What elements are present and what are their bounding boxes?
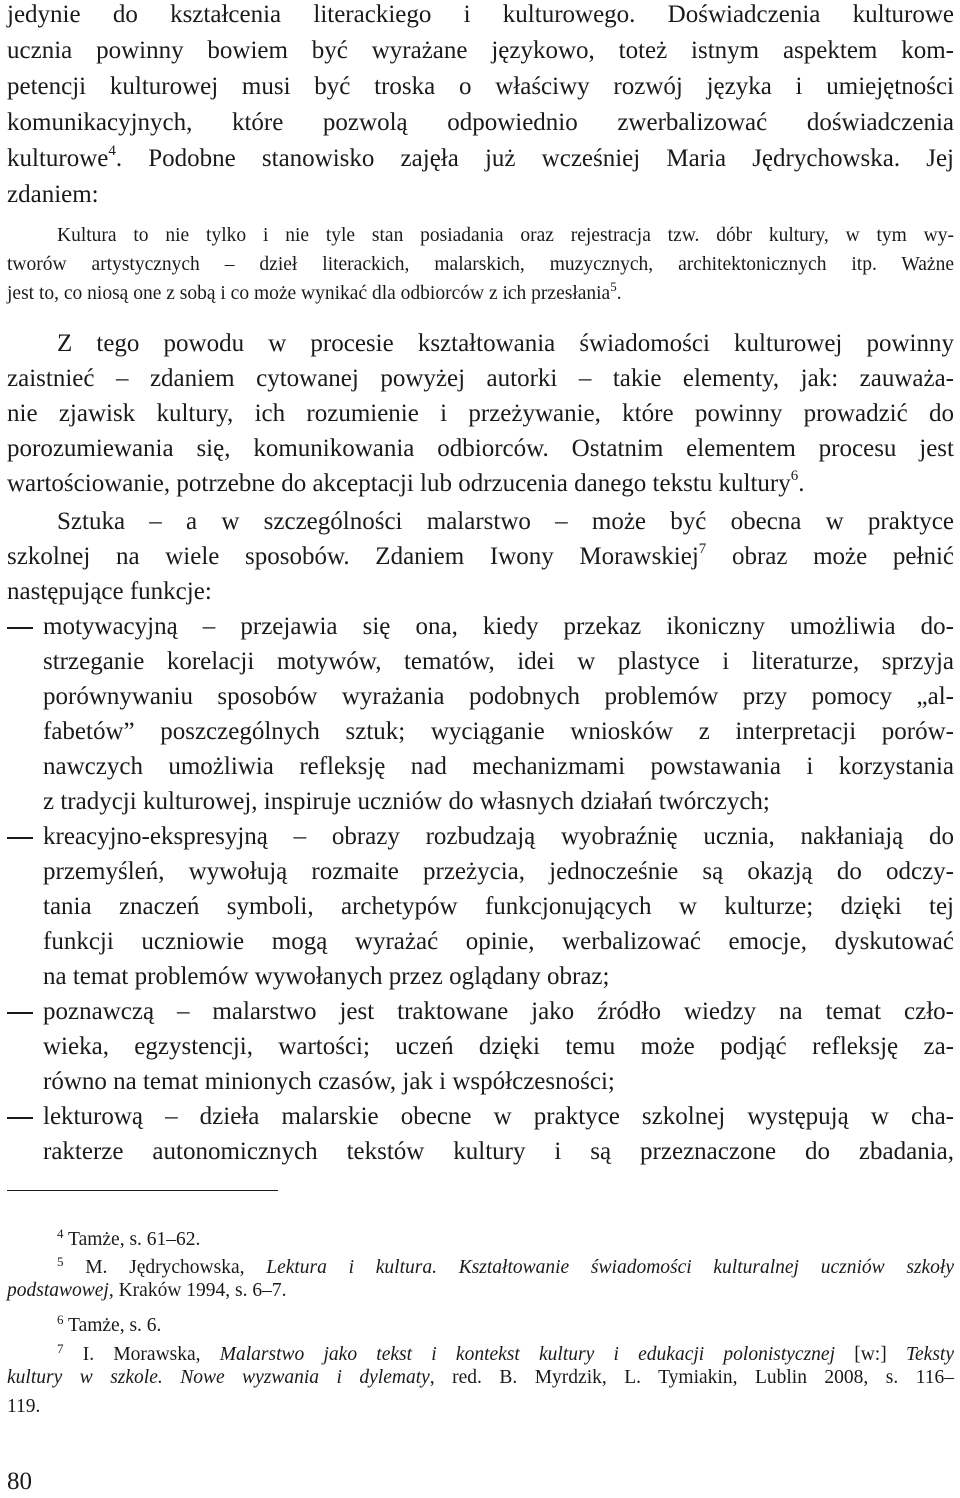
- text-fragment: .: [798, 470, 805, 497]
- list-dash: [7, 627, 33, 629]
- list-item-1-line-4: fabetów” poszczególnych sztuk; wyciąganie wniosków z interpretacji porów-: [43, 718, 954, 745]
- body-line-5: [7, 142, 954, 176]
- list-item-1-line-5: nawczych umożliwia refleksję nad mechanizmami powstawania i korzystania: [43, 753, 954, 780]
- text-fragment: obraz może pełnić: [706, 543, 954, 570]
- body-line-1: jedynie do kształcenia literackiego i kulturowego. Doświadczenia kulturowe: [7, 1, 954, 28]
- footnote-number: 4: [57, 1226, 64, 1241]
- body-line-3: petencji kulturowej musi być troska o właściwy rozwój języka i umiejętności: [7, 73, 954, 100]
- text-fragment: . Podobne stanowisko zajęła już wcześniej Maria Jędrychowska. Jej: [115, 145, 954, 172]
- footnote-number: 7: [57, 1341, 64, 1356]
- footnote-ref-4: 4: [108, 143, 116, 159]
- footnote-7-line-1: [57, 1336, 954, 1368]
- text-fragment: szkolnej na wiele sposobów. Zdaniem Iwony Morawskiej: [7, 543, 699, 570]
- list-item-4-line-1: lekturową – dzieła malarskie obecne w praktyce szkolnej występują w cha-: [43, 1103, 954, 1130]
- footnote-5-line-1: [57, 1249, 954, 1281]
- para2-line-2: zaistnieć – zdaniem cytowanej powyżej autorki – takie elementy, jak: zauważa-: [7, 365, 954, 392]
- footnote-title: podstawowej: [7, 1280, 109, 1301]
- text-fragment: kulturowe: [7, 145, 109, 172]
- footnote-ref-7: 7: [698, 541, 707, 557]
- footnote-title: Malarstwo jako tekst i kontekst kultury i edukacji polonistycznej: [219, 1344, 835, 1365]
- text-fragment: wartościowanie, potrzebne do akceptacji lub odrzucenia danego tekstu kultury: [7, 470, 791, 497]
- list-item-2-line-1: kreacyjno-ekspresyjną – obrazy rozbudzają wyobraźnię ucznia, nakłaniają do: [43, 823, 954, 850]
- footnote-5-line-2: [7, 1278, 954, 1304]
- list-item-3-line-1: poznawczą – malarstwo jest traktowane jako źródło wiedzy na temat czło-: [43, 998, 954, 1025]
- footnote-ref-6: 6: [790, 468, 799, 484]
- list-item-2-line-4: funkcji uczniowie mogą wyrażać opinie, werbalizować emocje, dyskutować: [43, 928, 954, 955]
- footnote-text: , Kraków 1994, s. 6–7.: [108, 1280, 287, 1301]
- list-dash: [7, 1012, 33, 1014]
- footnote-text: M. Jędrychowska,: [63, 1257, 267, 1278]
- list-dash: [7, 837, 33, 839]
- list-item-4-line-2: rakterze autonomicznych tekstów kultury i są przeznaczone do zbadania,: [43, 1138, 954, 1165]
- list-item-2-line-3: tania znaczeń symboli, archetypów funkcjonujących w kulturze; dzięki tej: [43, 893, 954, 920]
- footnote-title: Teksty: [905, 1344, 954, 1365]
- footnote-number: 5: [57, 1254, 64, 1269]
- para2-line-5: [7, 467, 954, 501]
- footnote-6: [57, 1307, 954, 1339]
- footnote-text: [w:]: [835, 1344, 906, 1365]
- body-line-4: komunikacyjnych, które pozwolą odpowiednio zwerbalizować doświadczenia: [7, 109, 954, 136]
- list-item-1-line-3: porównywaniu sposobów wyrażania podobnych problemów przy pomocy „al-: [43, 683, 954, 710]
- para2-line-3: nie zjawisk kultury, ich rozumienie i przeżywanie, które powinny prowadzić do: [7, 400, 954, 427]
- footnote-title: kultury w szkole. Nowe wyzwania i dylematy: [7, 1367, 430, 1388]
- list-item-2-line-5: na temat problemów wywołanych przez oglądany obraz;: [43, 963, 610, 990]
- list-item-3-line-3: równo na temat minionych czasów, jak i współczesności;: [43, 1068, 615, 1095]
- para2-line-4: porozumiewania się, komunikowania odbiorców. Ostatnim elementem procesu jest: [7, 435, 954, 462]
- para3-line-1: Sztuka – a w szczególności malarstwo – może być obecna w praktyce: [57, 508, 954, 535]
- footnote-separator: [7, 1190, 278, 1191]
- quote-line-1: Kultura to nie tylko i nie tyle stan posiadania oraz rejestracja tzw. dóbr kultury, w tym wy-: [57, 225, 954, 246]
- footnote-text: , red. B. Myrdzik, L. Tymiakin, Lublin 2008, s. 116–: [429, 1367, 954, 1388]
- footnote-number: 6: [57, 1312, 64, 1327]
- list-dash: [7, 1117, 33, 1119]
- footnote-text: Tamże, s. 61–62.: [63, 1229, 201, 1250]
- list-item-2-line-2: przemyśleń, wywołują rozmaite przeżycia, jednocześnie są okazją do odczy-: [43, 858, 954, 885]
- list-item-1-line-6: z tradycji kulturowej, inspiruje uczniów do własnych działań twórczych;: [43, 788, 770, 815]
- para3-line-3: następujące funkcje:: [7, 578, 212, 605]
- body-line-2: ucznia powinny bowiem być wyrażane językowo, toteż istnym aspektem kom-: [7, 37, 954, 64]
- footnote-text: I. Morawska,: [63, 1344, 220, 1365]
- quote-line-2: tworów artystycznych – dzieł literackich, malarskich, muzycznych, architektonicznych itp. Ważne: [7, 254, 954, 275]
- footnote-title: Lektura i kultura. Kształtowanie świadomości kulturalnej uczniów szkoły: [266, 1257, 954, 1278]
- list-item-1-line-1: motywacyjną – przejawia się ona, kiedy przekaz ikoniczny umożliwia do-: [43, 613, 954, 640]
- para3-line-2: [7, 540, 954, 574]
- footnote-7-line-2: [7, 1365, 954, 1391]
- list-item-1-line-2: strzeganie korelacji motywów, tematów, idei w plastyce i literaturze, sprzyja: [43, 648, 954, 675]
- footnote-ref-5: 5: [610, 279, 617, 294]
- footnote-text: Tamże, s. 6.: [63, 1315, 162, 1336]
- list-item-3-line-2: wieka, egzystencji, wartości; uczeń dzięki temu może podjąć refleksję za-: [43, 1033, 954, 1060]
- para2-line-1: Z tego powodu w procesie kształtowania świadomości kulturowej powinny: [57, 330, 954, 357]
- quote-line-3: [7, 281, 954, 307]
- footnote-7-line-3: 119.: [7, 1396, 41, 1417]
- page-number: 80: [7, 1468, 32, 1495]
- text-fragment: jest to, co niosą one z sobą i co może wynikać dla odbiorców z ich przesłania: [7, 283, 611, 304]
- text-fragment: .: [616, 283, 622, 304]
- body-line-6: zdaniem:: [7, 181, 99, 208]
